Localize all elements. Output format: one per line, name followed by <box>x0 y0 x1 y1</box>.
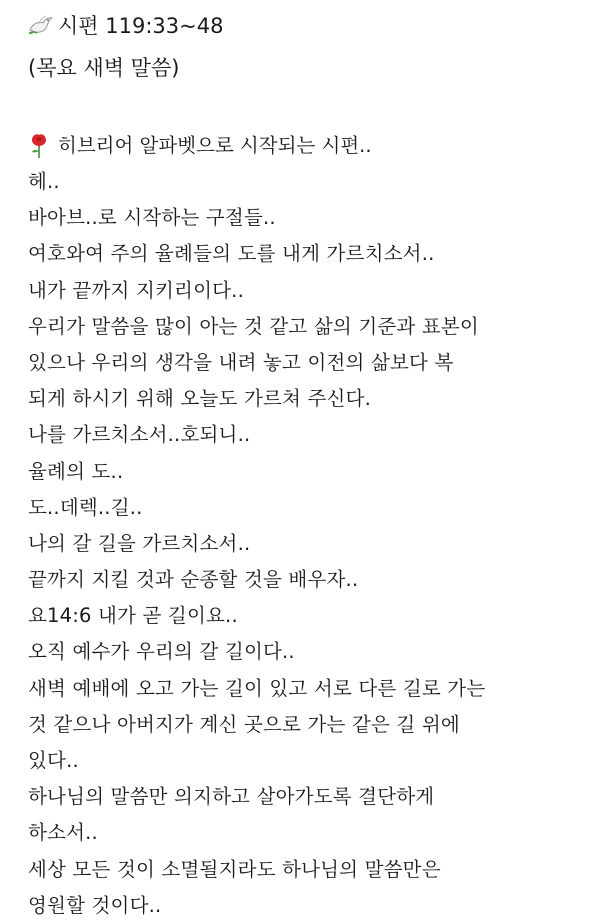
text-line: 헤.. <box>28 170 60 193</box>
text-line: 있으나 우리의 생각을 내려 놓고 이전의 삶보다 복 <box>28 350 454 374</box>
blank-gap <box>28 84 586 128</box>
text-line: 내가 끝까지 지키리이다.. <box>28 278 244 302</box>
title-row <box>28 10 586 42</box>
text-line: 바아브..로 시작하는 구절들.. <box>28 206 276 230</box>
text-line: 세상 모든 것이 소멸될지라도 하나님의 말씀만은 <box>28 857 441 881</box>
text-line: 요14:6 내가 곧 길이요.. <box>28 604 238 628</box>
text-line: 새벽 예배에 오고 가는 길이 있고 서로 다른 길로 가는 <box>28 676 486 700</box>
text-line: 영원할 것이다.. <box>28 893 162 917</box>
body-text <box>28 164 586 924</box>
text-line: 끝까지 지킬 것과 순종할 것을 배우자.. <box>28 568 359 592</box>
text-line: 여호와여 주의 율례들의 도를 내게 가르치소서.. <box>28 242 435 266</box>
text-line: 되게 하시기 위해 오늘도 가르쳐 주신다. <box>28 387 371 411</box>
text-line: 있다.. <box>28 749 79 772</box>
text-line: 나를 가르치소서..호되니.. <box>28 423 251 447</box>
dove-icon <box>28 14 54 38</box>
subtitle: (목요 새벽 말씀) <box>28 56 180 80</box>
text-line: 하소서.. <box>28 821 98 845</box>
text-line: 나의 갈 길을 가르치소서.. <box>28 531 251 555</box>
intro-text: 히브리어 알파벳으로 시작되는 시편.. <box>58 134 372 157</box>
text-line: 율례의 도.. <box>28 459 124 483</box>
text-line: 하나님의 말씀만 의지하고 살아가도록 결단하게 <box>28 785 435 809</box>
intro-row <box>28 128 586 164</box>
page-title: 시편 119:33~48 <box>58 14 224 38</box>
text-line: 오직 예수가 우리의 갈 길이다.. <box>28 640 295 664</box>
text-line: 것 같으나 아버지가 계신 곳으로 가는 같은 길 위에 <box>28 712 460 736</box>
rose-icon <box>28 133 50 159</box>
text-line: 우리가 말씀을 많이 아는 것 같고 삶의 기준과 표본이 <box>28 314 479 338</box>
text-line: 도..데렉..길.. <box>28 495 143 519</box>
